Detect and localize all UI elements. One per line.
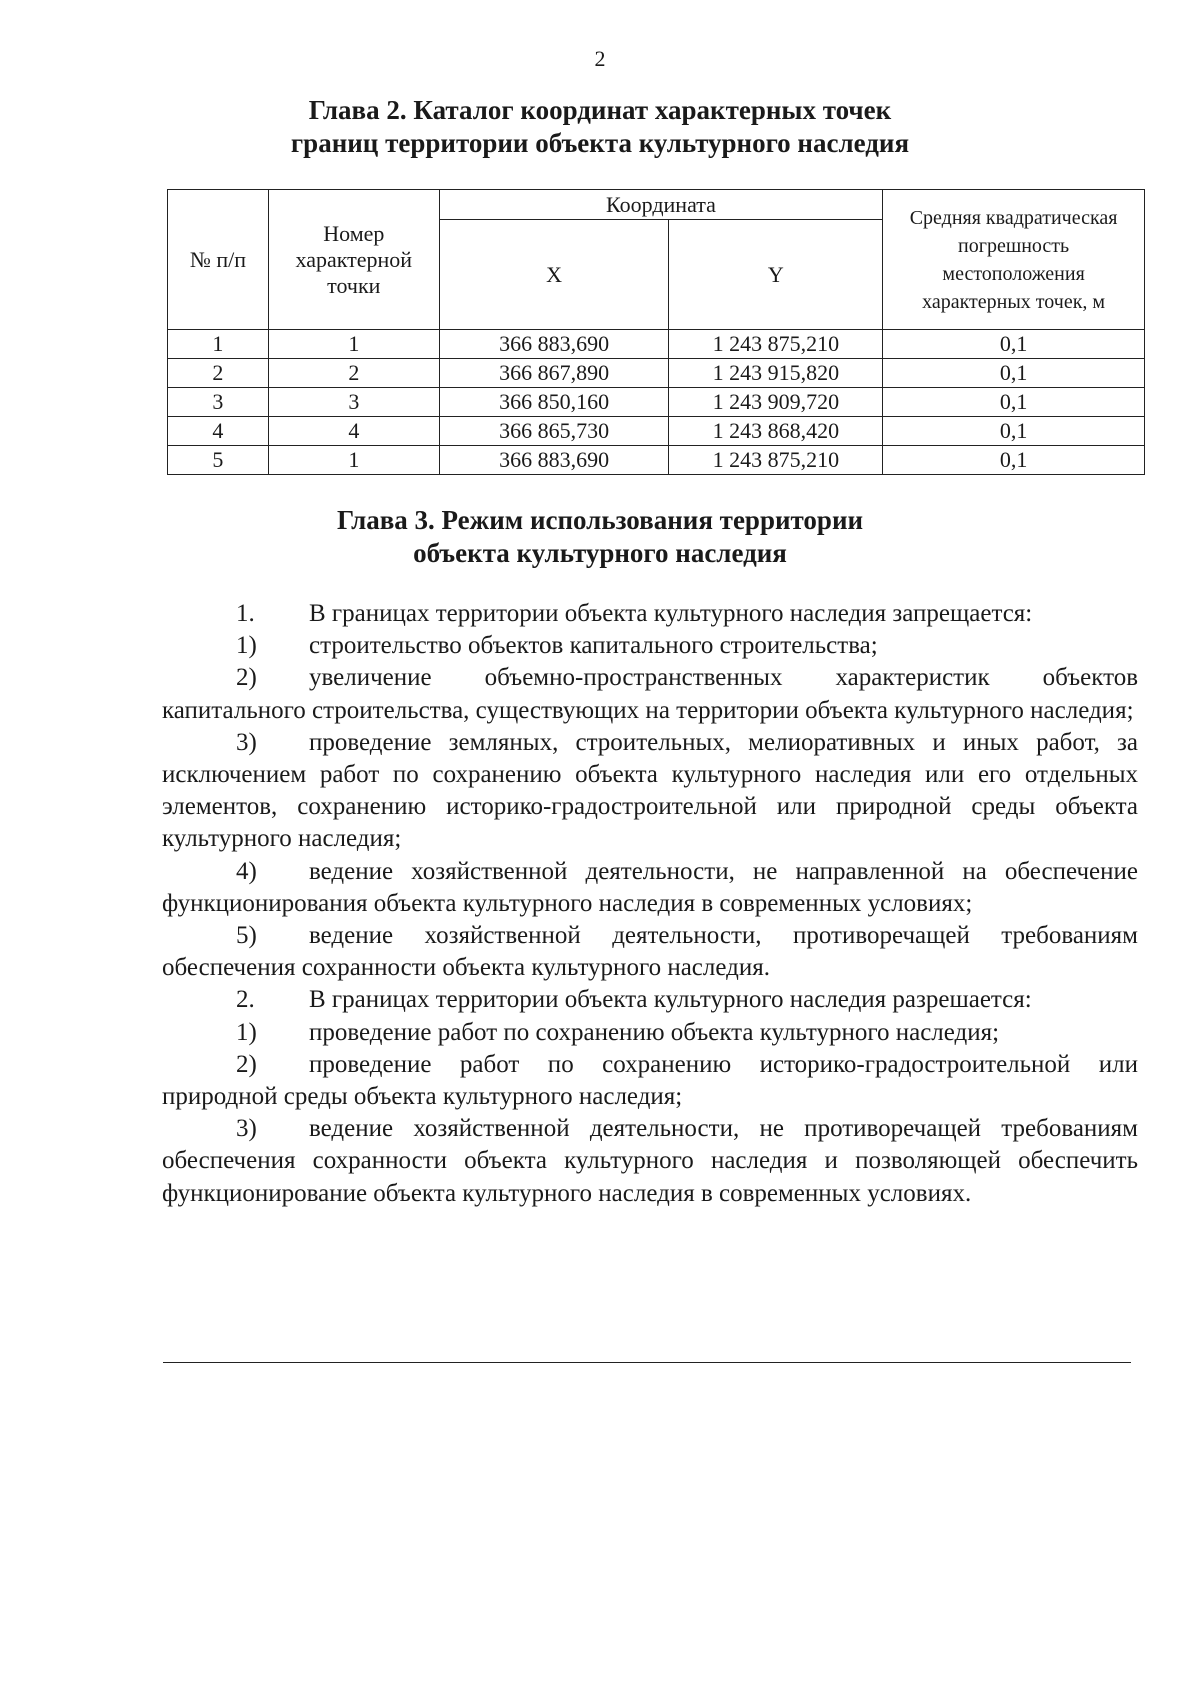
paragraph-text: В границах территории объекта культурного наследия разрешается: <box>309 986 1032 1014</box>
paragraph <box>162 856 1138 920</box>
cell-y: 1 243 915,820 <box>669 359 883 388</box>
table-row <box>168 359 1145 388</box>
paragraph <box>162 920 1138 984</box>
page-number: 2 <box>594 46 606 71</box>
paragraph-text: проведение земляных, строительных, мелиоративных и иных работ, за исключением работ по сохранению объекта культурного наследия или его отдельных элементов, сохранению историко-градостроительной или природной среды объекта культурного наследия; <box>162 728 1138 853</box>
cell-x: 366 865,730 <box>439 417 669 446</box>
cell-y: 1 243 875,210 <box>669 330 883 359</box>
regulations-text <box>162 598 1138 1210</box>
cell-point-number: 1 <box>268 330 439 359</box>
table-row <box>168 330 1145 359</box>
paragraph-text: В границах территории объекта культурного наследия запрещается: <box>309 600 1033 627</box>
paragraph-text: ведение хозяйственной деятельности, противоречащей требованиям обеспечения сохранности объекта культурного наследия. <box>162 922 1138 982</box>
paragraph-number: 2. <box>236 986 255 1014</box>
paragraph <box>162 1113 1138 1210</box>
header-x: X <box>439 220 669 330</box>
paragraph-text: ведение хозяйственной деятельности, не противоречащей требованиям обеспечения сохранности объекта культурного наследия и позволяющей обеспечить функционирование объекта культурного наследия в современных условиях. <box>162 1115 1138 1207</box>
chapter-3-title-line-1: Глава 3. Режим использования территории <box>336 505 864 535</box>
paragraph-text: увеличение объемно-пространственных характеристик объектов капитального строительства, существующих на территории объекта культурного наследия; <box>162 664 1138 724</box>
paragraph <box>162 727 1138 856</box>
paragraph <box>162 1049 1138 1113</box>
paragraph <box>162 662 1138 726</box>
table-row <box>168 446 1145 475</box>
cell-error: 0,1 <box>883 446 1145 475</box>
chapter-2-title-line-2: границ территории объекта культурного наследия <box>290 128 910 158</box>
chapter-2-title <box>0 94 1200 160</box>
chapter-3-title-line-2: объекта культурного наследия <box>413 538 787 568</box>
bottom-divider <box>163 1362 1131 1363</box>
paragraph <box>162 630 1138 662</box>
cell-point-number: 2 <box>268 359 439 388</box>
paragraph-number: 1) <box>236 632 257 660</box>
cell-point-number: 4 <box>268 417 439 446</box>
cell-error: 0,1 <box>883 417 1145 446</box>
cell-error: 0,1 <box>883 388 1145 417</box>
cell-y: 1 243 875,210 <box>669 446 883 475</box>
paragraph-number: 2) <box>236 1050 257 1078</box>
cell-row-number: 2 <box>168 359 269 388</box>
header-point-number: Номер характерной точки <box>268 190 439 330</box>
paragraph-number: 1) <box>236 1018 257 1046</box>
header-y: Y <box>669 220 883 330</box>
paragraph <box>162 1017 1138 1049</box>
header-mean-square-error: Средняя квадратическая погрешность местоположения характерных точек, м <box>883 190 1145 330</box>
header-row-number: № п/п <box>168 190 269 330</box>
coordinates-table <box>167 189 1145 475</box>
table-row <box>168 388 1145 417</box>
paragraph-number: 3) <box>236 728 257 756</box>
cell-x: 366 850,160 <box>439 388 669 417</box>
cell-error: 0,1 <box>883 330 1145 359</box>
paragraph-number: 2) <box>236 664 257 692</box>
cell-row-number: 3 <box>168 388 269 417</box>
cell-x: 366 883,690 <box>439 330 669 359</box>
chapter-3-title <box>0 504 1200 570</box>
paragraph-text: проведение работ по сохранению историко-градостроительной или природной среды объекта культурного наследия; <box>162 1050 1138 1111</box>
cell-y: 1 243 909,720 <box>669 388 883 417</box>
paragraph-text: ведение хозяйственной деятельности, не направленной на обеспечение функционирования объекта культурного наследия в современных условиях; <box>162 857 1138 917</box>
paragraph <box>162 598 1138 630</box>
paragraph-number: 5) <box>236 922 257 950</box>
cell-point-number: 1 <box>268 446 439 475</box>
cell-row-number: 5 <box>168 446 269 475</box>
paragraph-number: 3) <box>236 1115 257 1143</box>
cell-x: 366 867,890 <box>439 359 669 388</box>
cell-row-number: 4 <box>168 417 269 446</box>
cell-point-number: 3 <box>268 388 439 417</box>
paragraph-text: строительство объектов капитального строительства; <box>309 632 878 660</box>
cell-y: 1 243 868,420 <box>669 417 883 446</box>
paragraph <box>162 984 1138 1016</box>
cell-error: 0,1 <box>883 359 1145 388</box>
paragraph-text: проведение работ по сохранению объекта культурного наследия; <box>309 1018 1000 1046</box>
header-coordinate: Координата <box>439 190 882 220</box>
paragraph-number: 4) <box>236 857 257 885</box>
cell-x: 366 883,690 <box>439 446 669 475</box>
cell-row-number: 1 <box>168 330 269 359</box>
paragraph-number: 1. <box>236 600 255 627</box>
chapter-2-title-line-1: Глава 2. Каталог координат характерных точек <box>308 95 892 125</box>
table-row <box>168 417 1145 446</box>
